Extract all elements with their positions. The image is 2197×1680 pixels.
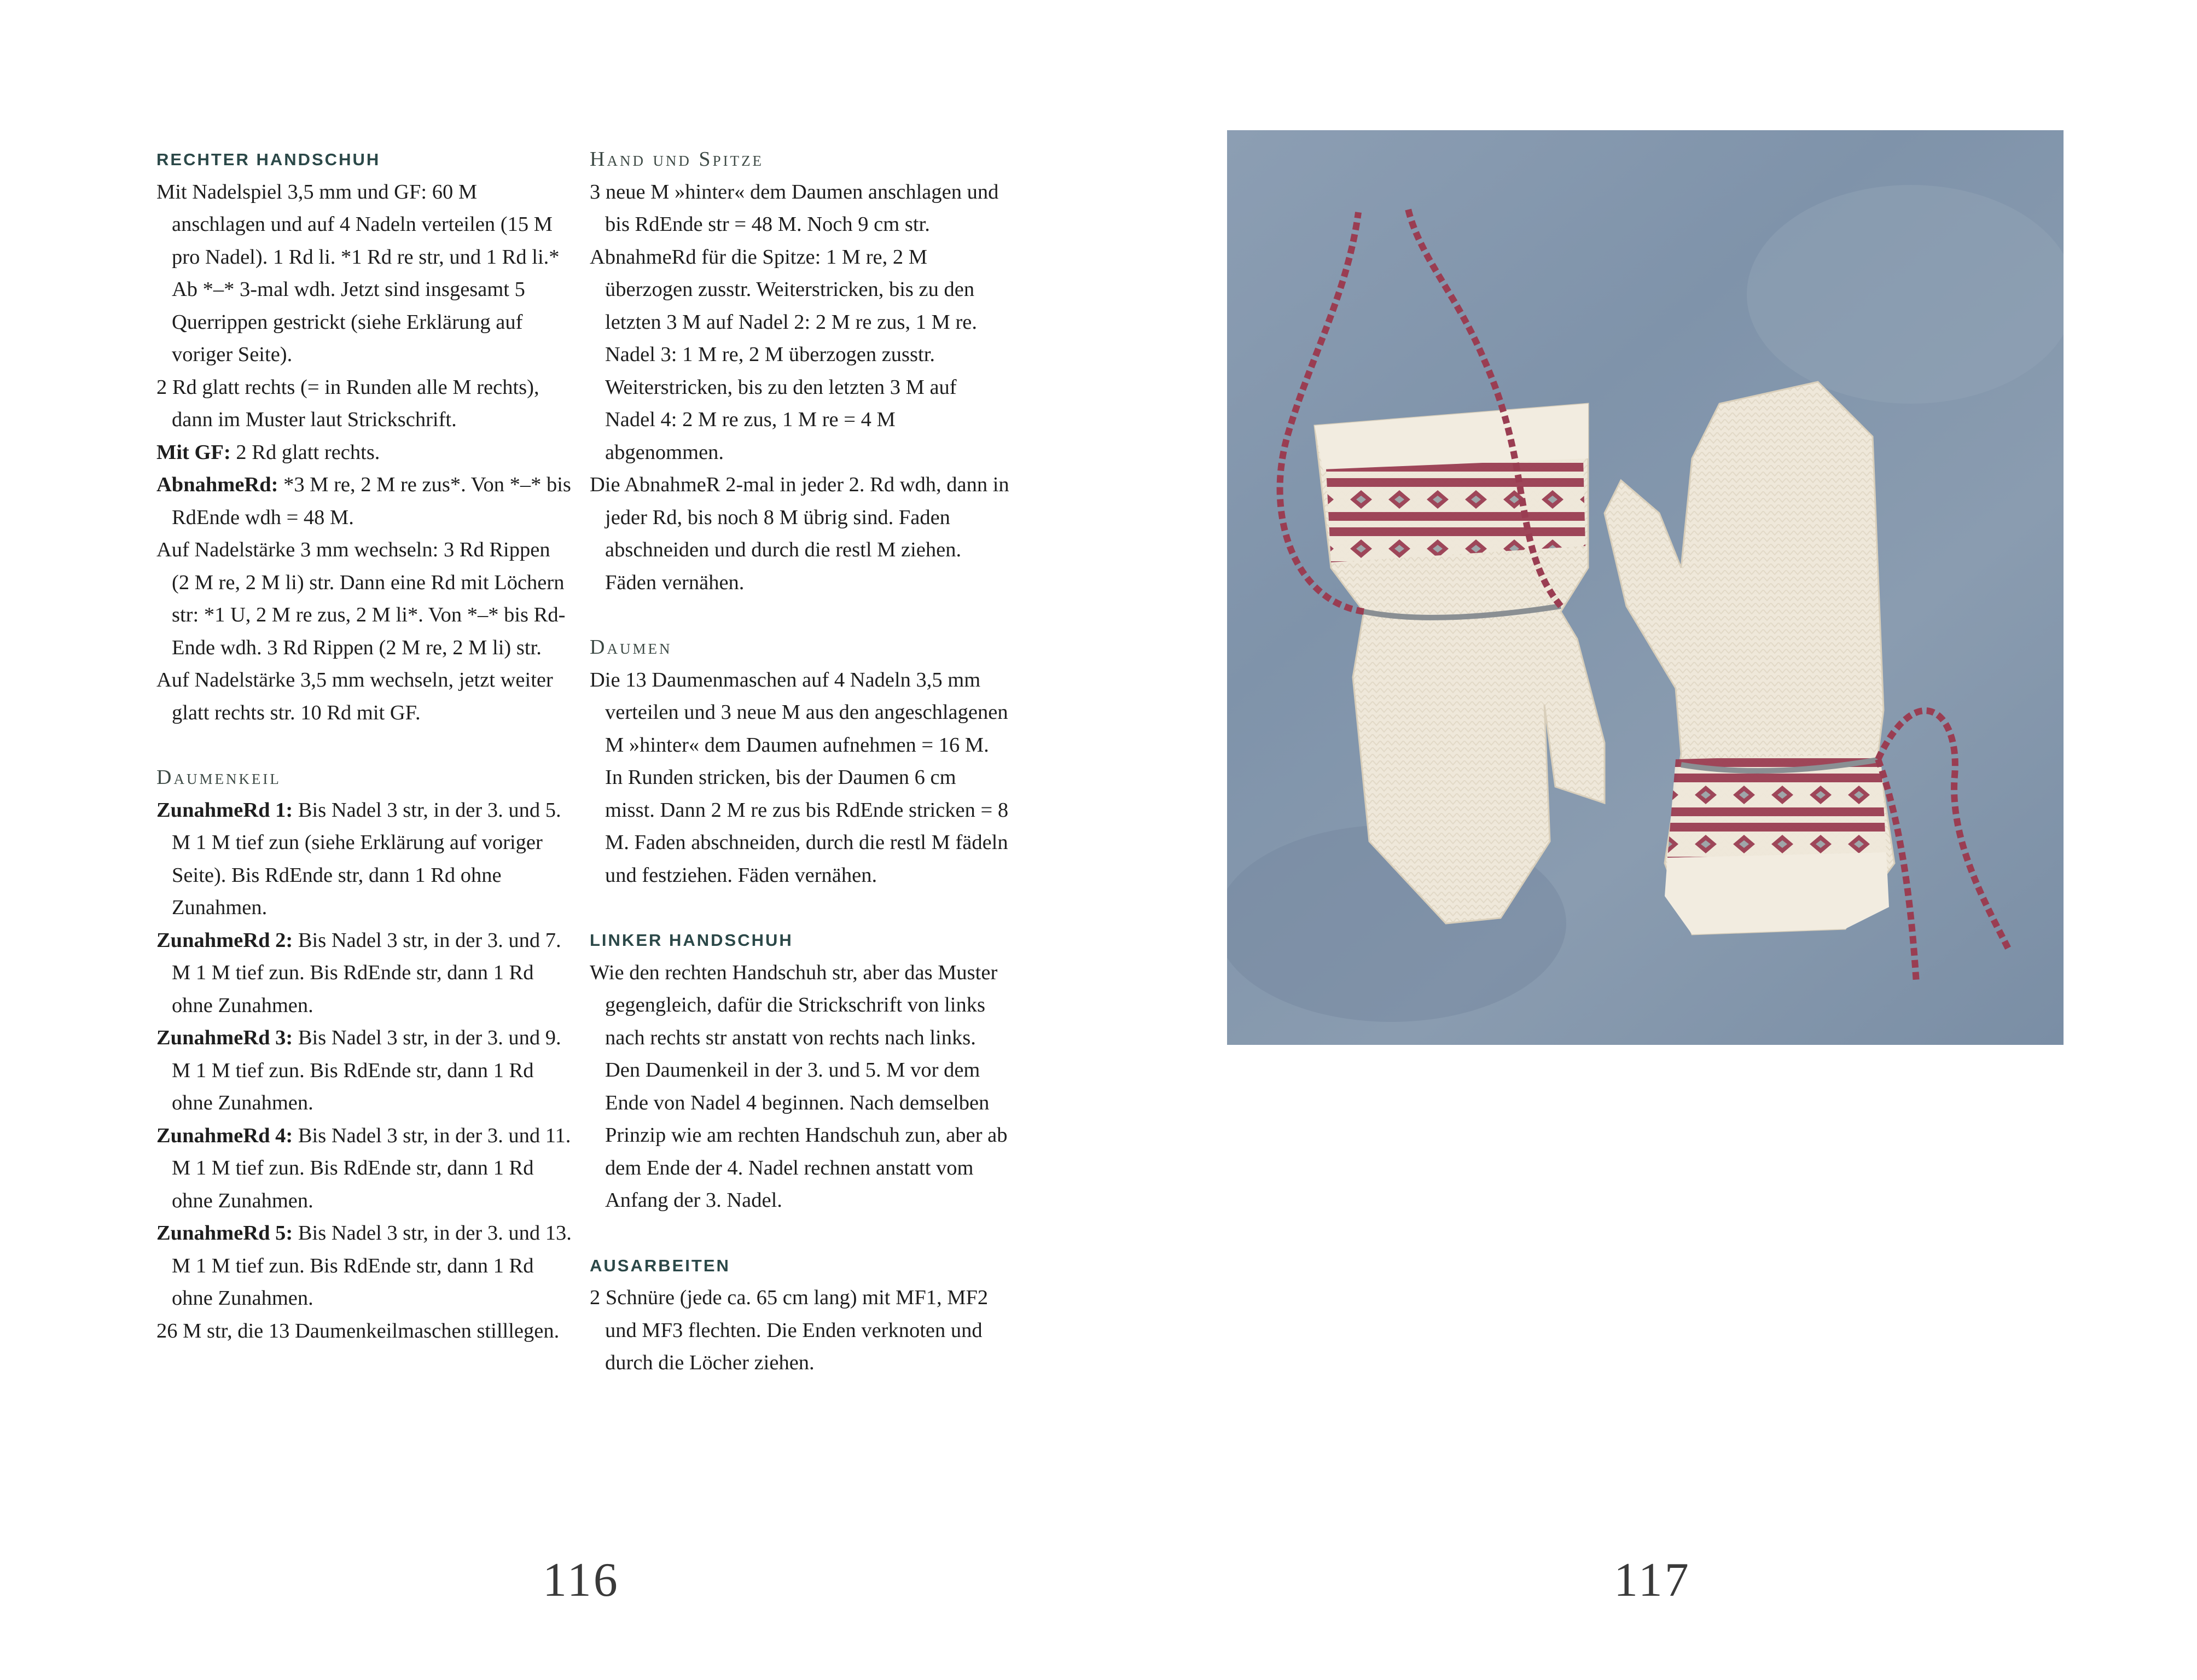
instruction-label: ZunahmeRd 1: xyxy=(156,798,293,822)
section-heading: LINKER HANDSCHUH xyxy=(590,931,793,950)
section-heading: AUSARBEITEN xyxy=(590,1255,730,1275)
instruction-text: Bis Nadel 3 str, in der 3. und 9. M 1 M tief zun. Bis RdEnde str, dann 1 Rd ohne Zunahmen. xyxy=(172,1026,561,1114)
section-heading: Daumen xyxy=(590,636,672,659)
instruction-paragraph xyxy=(590,469,1011,599)
instruction-label: Mit GF: xyxy=(156,440,231,464)
instruction-paragraph xyxy=(156,371,572,437)
instruction-paragraph xyxy=(156,664,572,729)
instruction-paragraph xyxy=(156,1217,572,1315)
bg-shade xyxy=(1747,185,2064,404)
instruction-text: Auf Nadelstärke 3 mm wechseln: 3 Rd Rippen (2 M re, 2 M li) str. Dann eine Rd mit Löchern str: *1 U, 2 M re zus, 2 M li*. Von *–* bis Rd-Ende wdh. 3 Rd Rippen (2 M re, 2 M li) str. xyxy=(156,538,566,659)
instruction-text: Bis Nadel 3 str, in der 3. und 7. M 1 M tief zun. Bis RdEnde str, dann 1 Rd ohne Zunahmen. xyxy=(172,928,561,1017)
instruction-label: ZunahmeRd 5: xyxy=(156,1222,293,1245)
instruction-text: Wie den rechten Handschuh str, aber das Muster gegengleich, dafür die Strickschrift von links nach rechts str anstatt von rechts nach links. Den Daumenkeil in der 3. und 5. M vor dem Ende von Nadel 4 beginnen. Nach demselben Prinzip wie am rechten Handschuh zun, aber ab dem Ende der 4. Nadel rechnen anstatt vom Anfang der 3. Nadel. xyxy=(590,961,1008,1212)
section xyxy=(156,143,572,729)
instruction-text: Mit Nadelspiel 3,5 mm und GF: 60 M anschlagen und auf 4 Nadeln verteilen (15 M pro Nadel). 1 Rd li. *1 Rd re str, und 1 Rd li.* Ab *–* 3-mal wdh. Jetzt sind insgesamt 5 Querrippen gestrickt (siehe xyxy=(156,180,560,334)
instruction-text: 26 M str, die 13 Daumenkeilmaschen stilllegen. xyxy=(156,1319,560,1342)
instruction-text: Bis Nadel 3 str, in der 3. und 11. M 1 M tief zun. Bis RdEnde str, dann 1 Rd ohne Zunahmen. xyxy=(172,1124,571,1212)
left-column xyxy=(156,143,572,1347)
instruction-paragraph xyxy=(590,957,1011,1217)
page-number-right: 117 xyxy=(1614,1554,1691,1607)
instruction-paragraph xyxy=(590,176,1011,241)
instruction-label: AbnahmeRd: xyxy=(156,473,278,496)
instruction-text: Bis Nadel 3 str, in der 3. und 13. M 1 M tief zun. Bis RdEnde str, dann 1 Rd ohne Zunahmen. xyxy=(172,1222,572,1310)
instruction-paragraph xyxy=(590,241,1011,469)
instruction-paragraph xyxy=(156,176,572,371)
instruction-text: Bis Nadel 3 str, in der 3. und 5. M 1 M tief zun (siehe Erklärung auf voriger Seite). Bis RdEnde str, dann 1 Rd ohne Zunahmen. xyxy=(172,798,561,919)
section xyxy=(590,924,1011,1217)
instruction-paragraph xyxy=(156,925,572,1022)
instruction-paragraph xyxy=(590,1282,1011,1380)
section-heading: Hand und Spitze xyxy=(590,148,764,171)
instruction-paragraph xyxy=(156,1022,572,1120)
instruction-text: Die 13 Daumenmaschen auf 4 Nadeln 3,5 mm verteilen und 3 neue M aus den angeschlagenen M »hinter« dem Daumen aufnehmen = 16 M. In Runden stricken, bis der Daumen 6 cm misst. Dann 2 M re zus bis RdEnde stricken = 8 M. Faden abschneiden, durch die restl M fädeln und festziehen. Fäden vernähen. xyxy=(590,668,1009,887)
instruction-paragraph xyxy=(156,534,572,664)
instruction-paragraph xyxy=(590,664,1011,892)
instruction-text: Die AbnahmeR 2-mal in jeder 2. Rd wdh, dann in jeder Rd, bis noch 8 M übrig sind. Faden abschneiden und durch die restl M ziehen. Fäden vernähen. xyxy=(590,473,1009,594)
section xyxy=(590,631,1011,892)
instruction-paragraph xyxy=(156,1315,572,1348)
section xyxy=(156,761,572,1347)
page-number-left: 116 xyxy=(543,1554,620,1607)
mittens-illustration xyxy=(1227,130,2064,1045)
instruction-label: ZunahmeRd 3: xyxy=(156,1026,293,1049)
section xyxy=(590,143,1011,599)
instruction-text: 3 neue M »hinter« dem Daumen anschlagen und bis RdEnde str = 48 M. Noch 9 cm str. xyxy=(590,180,999,236)
middle-column xyxy=(590,143,1011,1380)
section-heading: RECHTER HANDSCHUH xyxy=(156,150,381,169)
instruction-text: 2 Schnüre (jede ca. 65 cm lang) mit MF1, MF2 und MF3 flechten. Die Enden verknoten und durch die Löcher ziehen. xyxy=(590,1286,989,1374)
instruction-paragraph xyxy=(156,1120,572,1218)
instruction-text: *3 M re, 2 M re zus*. Von *–* bis RdEnde wdh = 48 M. xyxy=(172,473,571,529)
section xyxy=(590,1249,1011,1380)
section-heading: Daumenkeil xyxy=(156,766,281,789)
mittens-photo xyxy=(1227,130,2064,1045)
instruction-text: Auf Nadelstärke 3,5 mm wechseln, jetzt weiter glatt rechts str. 10 Rd mit GF. xyxy=(156,668,553,724)
instruction-paragraph xyxy=(156,794,572,925)
right-mitten xyxy=(1605,382,1894,934)
instruction-text: 2 Rd glatt rechts. xyxy=(230,440,380,464)
instruction-label: ZunahmeRd 4: xyxy=(156,1124,293,1147)
instruction-text: Erklärung auf voriger Seite). xyxy=(172,310,523,366)
instruction-paragraph xyxy=(156,469,572,534)
instruction-text: 2 Rd glatt rechts (= in Runden alle M rechts), dann im Muster laut Strickschrift. xyxy=(156,375,539,431)
instruction-paragraph xyxy=(156,437,572,469)
instruction-label: ZunahmeRd 2: xyxy=(156,928,293,952)
instruction-text: AbnahmeRd für die Spitze: 1 M re, 2 M überzogen zusstr. Weiterstricken, bis zu den letzten 3 M auf Nadel 2: 2 M re zus, 1 M re. Nadel 3: 1 M re, 2 M überzogen zusstr. Weiterstricken, bis zu den letzten 3 M auf Nadel 4: 2 M re zus, 1 M re = 4 M abgenommen. xyxy=(590,245,977,464)
